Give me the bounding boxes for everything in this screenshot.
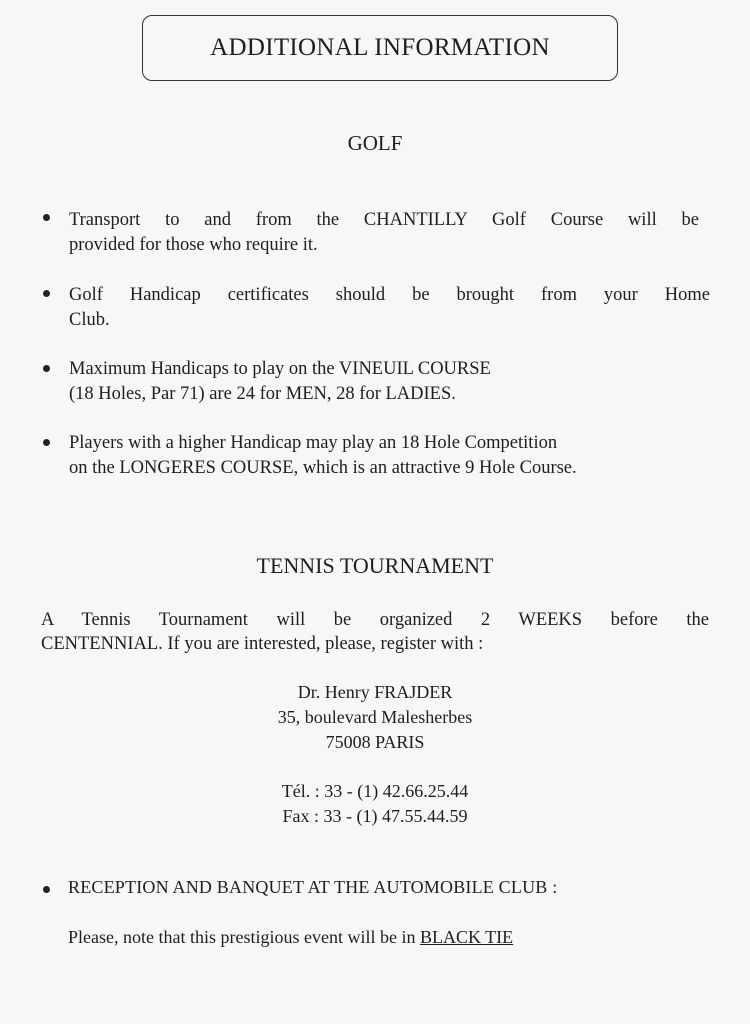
reception-note-text: Please, note that this prestigious event will be in xyxy=(68,927,416,947)
golf-bullet-3-line2: (18 Holes, Par 71) are 24 for MEN, 28 for LADIES. xyxy=(69,384,456,404)
contact-name: Dr. Henry FRAJDER xyxy=(297,682,453,702)
bullet-dot xyxy=(43,439,50,446)
page-title xyxy=(142,15,618,81)
contact-city: 75008 PARIS xyxy=(325,732,425,752)
bullet-dot xyxy=(43,214,50,221)
golf-heading: GOLF xyxy=(347,131,403,155)
reception-heading: RECEPTION AND BANQUET AT THE AUTOMOBILE CLUB : xyxy=(68,877,558,897)
tennis-heading: TENNIS TOURNAMENT xyxy=(256,553,494,578)
golf-bullet-4-line2: on the LONGERES COURSE, which is an attractive 9 Hole Course. xyxy=(69,458,577,478)
golf-bullet-3-line1: Maximum Handicaps to play on the VINEUIL COURSE xyxy=(69,359,491,379)
black-tie-emphasis: BLACK TIE xyxy=(419,927,514,947)
golf-bullet-1-line1: Transport to and from the CHANTILLY Golf Course will be xyxy=(69,210,699,230)
golf-bullet-1-line2: provided for those who require it. xyxy=(69,235,318,255)
contact-tel: Tél. : 33 - (1) 42.66.25.44 xyxy=(281,781,469,801)
golf-bullet-2-line1: Golf Handicap certificates should be brought from your Home xyxy=(69,285,710,305)
golf-bullet-2-line2: Club. xyxy=(69,310,110,330)
contact-street: 35, boulevard Malesherbes xyxy=(277,707,473,727)
bullet-dot xyxy=(43,365,50,372)
bullet-dot xyxy=(43,886,50,893)
page-title-text: ADDITIONAL INFORMATION xyxy=(210,34,550,61)
tennis-text-line1: A Tennis Tournament will be organized 2 WEEKS before the xyxy=(41,610,709,630)
tennis-text-line2: CENTENNIAL. If you are interested, please, register with : xyxy=(41,634,484,654)
reception-note xyxy=(68,927,708,948)
contact-fax: Fax : 33 - (1) 47.55.44.59 xyxy=(282,806,468,826)
bullet-dot xyxy=(43,290,50,297)
golf-bullet-4-line1: Players with a higher Handicap may play an 18 Hole Competition xyxy=(69,433,558,453)
